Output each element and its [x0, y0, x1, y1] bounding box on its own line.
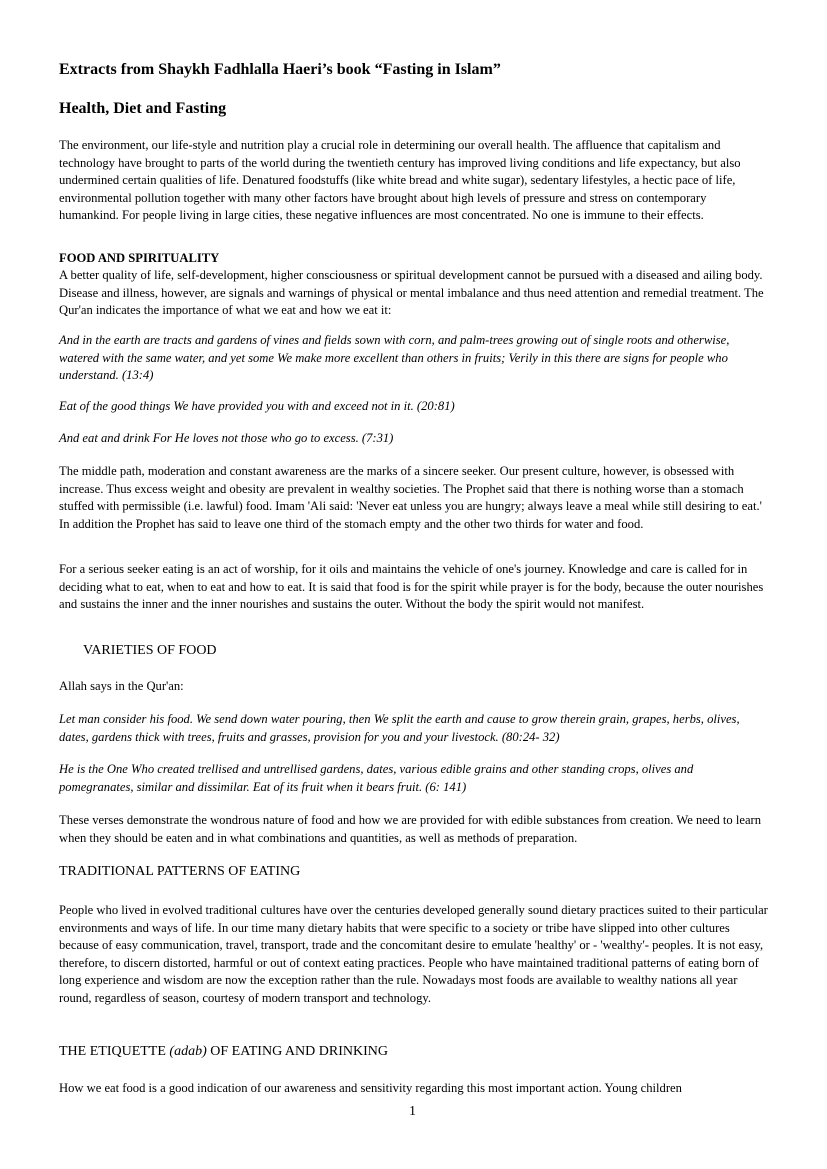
paragraph-traditional-cultures: People who lived in evolved traditional cultures have over the centuries developed generally sound dietary practices suited to their particular environments and ways of life. In our time many dietary habits that were specific to a society or tribe have slipped into other cultures because of easy communication, travel, transport, trade and the concomitant desire to emulate 'healthy' or - 'wealthy'- peoples. It is not easy, therefore, to discern distorted, harmful or out of context eating practices. People who have maintained traditional patterns of eating born of long experience and wisdom are now the exception rather than the rule. Nowadays most foods are available to wealthy nations all year round, regardless of season, courtesy of modern transport and technology. — [59, 903, 768, 1005]
paragraph-verses-demonstrate: These verses demonstrate the wondrous nature of food and how we are provided for with edible substances from creation. We need to learn when they should be eaten and in what combinations and quantities, as well as methods of preparation. — [59, 813, 762, 845]
paragraph-allah-says: Allah says in the Qur'an: — [59, 679, 184, 693]
quote-6-141: He is the One Who created trellised and untrellised gardens, dates, various edible grains and other standing crops, olives and pomegranates, similar and dissimilar. Eat of its fruit when it bears fruit. (6: 141) — [59, 762, 694, 794]
quote-13-4: And in the earth are tracts and gardens of vines and fields sown with corn, and palm-trees growing out of single roots and otherwise, watered with the same water, and yet some We make more excellent than others in fruits; Verily in this there are signs for people who understand. (13:4) — [59, 333, 730, 382]
paragraph-serious-seeker: For a serious seeker eating is an act of worship, for it oils and maintains the vehicle of one's journey. Knowledge and care is called for in deciding what to eat, when to eat and how to eat. It is said that food is for the spirit while prayer is for the body, because the outer nourishes and sustains the inner and the inner nourishes and sustains the outer. Without the body the spirit would not manifest. — [59, 562, 764, 611]
quote-7-31: And eat and drink For He loves not those who go to excess. (7:31) — [59, 431, 394, 445]
heading-etiquette-adab: (adab) — [169, 1044, 207, 1059]
heading-etiquette-pre: THE ETIQUETTE — [59, 1044, 170, 1059]
heading-varieties-of-food: VARIETIES OF FOOD — [83, 643, 217, 658]
paragraph-middle-path: The middle path, moderation and constant awareness are the marks of a sincere seeker. Our present culture, however, is obsessed with increase. Thus excess weight and obesity are prevalent in wealthy societies. The Prophet said that there is nothing worse than a stomach stuffed with permissible (i.e. lawful) food. Imam 'Ali said: 'Never eat unless you are hungry; always leave a meal while still desiring to eat.' In addition the Prophet has said to leave one third of the stomach empty and the other two thirds for water and food. — [59, 464, 762, 531]
page-number: 1 — [409, 1104, 416, 1119]
heading-etiquette-post: OF EATING AND DRINKING — [206, 1044, 388, 1059]
quote-80-24: Let man consider his food. We send down water pouring, then We split the earth and cause to grow therein grain, grapes, herbs, olives, dates, gardens thick with trees, fruits and grasses, provision for you and your livestock. (80:24- 32) — [59, 712, 740, 744]
paragraph-environment: The environment, our life-style and nutrition play a crucial role in determining our overall health. The affluence that capitalism and technology have brought to parts of the world during the twentieth century has improved living conditions and life expectancy, but also undermined certain qualities of life. Denatured foodstuffs (like white bread and white sugar), sedentary lifestyles, a hectic pace of life, environmental pollution together with many other factors have brought about high levels of pressure and stress on contemporary humankind. For people living in large cities, these negative influences are most concentrated. No one is immune to their effects. — [59, 138, 741, 222]
paragraph-quality-of-life: A better quality of life, self-development, higher consciousness or spiritual development cannot be pursued with a diseased and ailing body. Disease and illness, however, are signals and warnings of physical or mental imbalance and thus need attention and remedial treatment. The Qur'an indicates the importance of what we eat and how we eat it: — [59, 268, 764, 317]
heading-etiquette — [59, 1043, 388, 1061]
heading-food-spirituality: FOOD AND SPIRITUALITY — [59, 251, 220, 265]
paragraph-how-we-eat: How we eat food is a good indication of our awareness and sensitivity regarding this most important action. Young children — [59, 1081, 682, 1095]
section-heading-health: Health, Diet and Fasting — [59, 100, 227, 117]
quote-20-81: Eat of the good things We have provided you with and exceed not in it. (20:81) — [59, 399, 455, 413]
document-title: Extracts from Shaykh Fadhlalla Haeri’s book “Fasting in Islam” — [59, 61, 501, 78]
heading-traditional-patterns: TRADITIONAL PATTERNS OF EATING — [59, 864, 301, 879]
